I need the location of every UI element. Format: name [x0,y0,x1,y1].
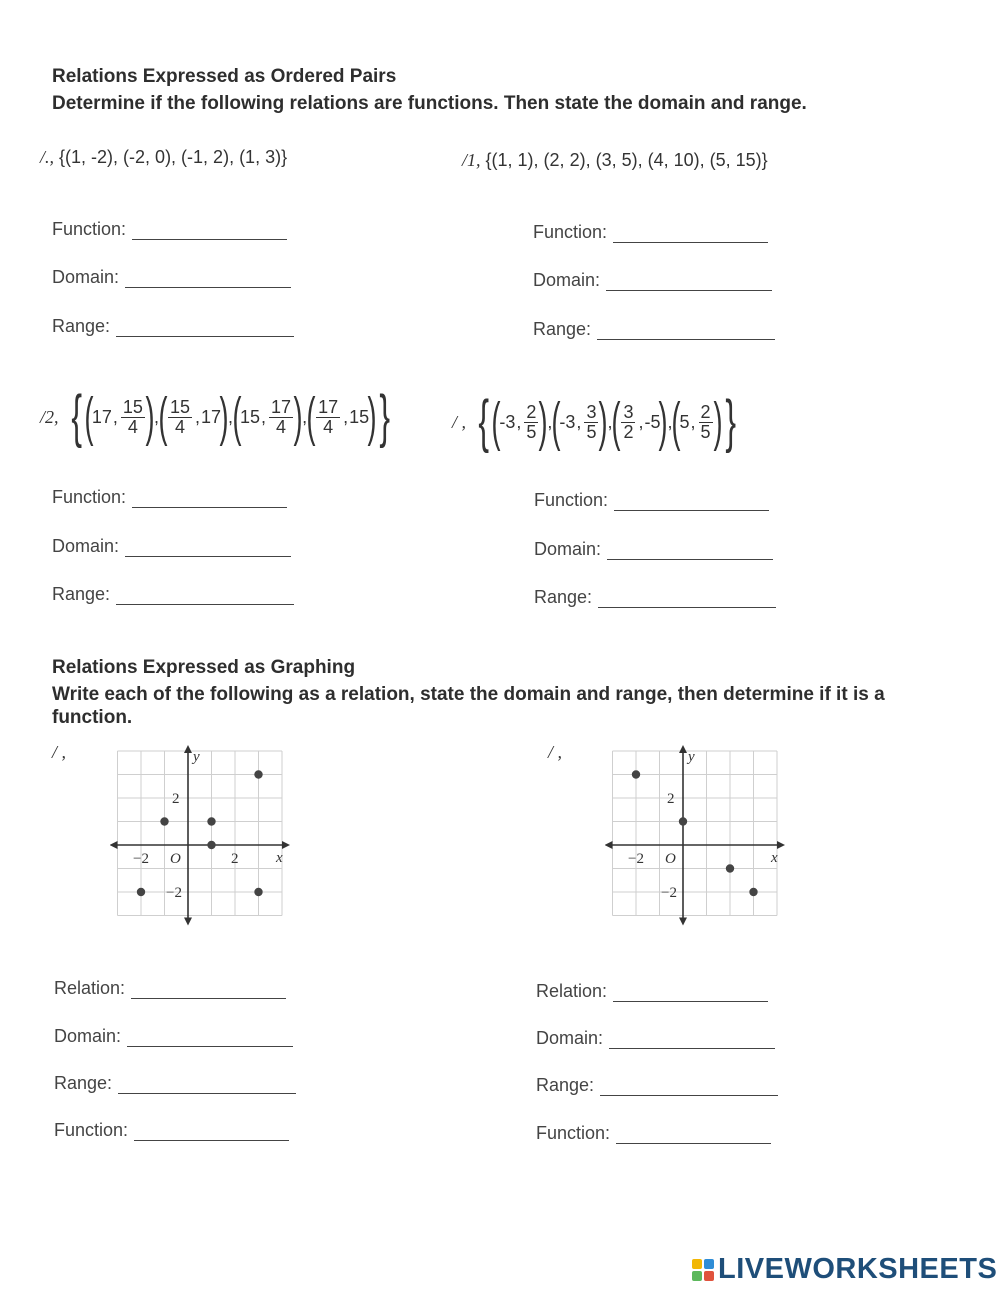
origin-label: O [170,851,181,867]
graph-2 [605,745,787,935]
y-arrow-down [679,918,687,926]
liveworksheets-logo [692,1253,997,1286]
range-field: Range: [52,584,294,605]
answer-blank[interactable] [125,271,291,288]
graph-labels [628,749,778,901]
answer-blank[interactable] [597,323,775,340]
data-point [160,817,168,825]
answer-blank[interactable] [132,223,287,240]
range-field: Range: [536,1075,778,1096]
fraction: $\frac{15}{4}$ [169,396,190,437]
fraction: $\frac{2}{5}$ [700,401,711,442]
function-field: Function: [533,222,768,243]
fraction: $\frac{15}{4}$ [122,396,143,437]
fraction: $\frac{3}{5}$ [586,401,597,442]
section2-title: Relations Expressed as Graphing [52,657,356,678]
domain-field: Domain: [54,1026,293,1047]
relation-set: {(1, -2), (-2, 0), (-1, 2), (1, 3)} [59,147,288,167]
answer-blank[interactable] [134,1124,289,1141]
problem-number: /2, [40,406,59,427]
logo-icon [692,1259,714,1281]
answer-blank[interactable] [616,1127,771,1144]
tick-label-y-neg2: −2 [661,885,677,901]
graph-1 [110,745,292,935]
problem-number: /1, [462,150,481,170]
answer-blank[interactable] [607,543,773,560]
fraction: $\frac{17}{4}$ [318,396,339,437]
function-field: Function: [534,490,769,511]
tick-label-x-neg2: −2 [133,851,149,867]
problem-6-number: / , [548,742,563,762]
section1-title: Relations Expressed as Ordered Pairs [52,66,397,87]
y-arrow-up [184,745,192,753]
graph-axes [605,745,785,926]
range-field: Range: [533,319,775,340]
problem-4: / , { ( -3 , $\frac{2}{5}$ ) , ( -3 , $\frac{3}{5}$ ) , ( $\frac{3}{2}$ , -5 ) , ( 5 , $\frac{2}{5}$ ) } [452,389,736,454]
relation-set: {(1, 1), (2, 2), (3, 5), (4, 10), (5, 15)} [485,150,768,170]
y-axis-label: y [688,749,695,765]
origin-label: O [665,851,676,867]
data-point [207,841,215,849]
domain-field: Domain: [536,1028,775,1049]
answer-blank[interactable] [598,591,776,608]
answer-blank[interactable] [116,320,294,337]
fraction: $\frac{17}{4}$ [271,396,292,437]
relation-field: Relation: [54,978,286,999]
range-field: Range: [54,1073,296,1094]
data-point [679,817,687,825]
answer-blank[interactable] [613,985,768,1002]
tick-label-y-2: 2 [172,791,180,807]
section2-instruction-cont: function. [52,707,133,728]
function-field: Function: [52,487,287,508]
section1-instruction: Determine if the following relations are functions. Then state the domain and range. [52,93,807,114]
function-field: Function: [52,219,287,240]
x-arrow-left [605,841,613,849]
answer-blank[interactable] [606,274,772,291]
answer-blank[interactable] [132,491,287,508]
range-field: Range: [52,316,294,337]
answer-blank[interactable] [116,588,294,605]
data-point [632,770,640,778]
data-point [726,864,734,872]
answer-blank[interactable] [613,226,768,243]
function-field: Function: [54,1120,289,1141]
answer-blank[interactable] [127,1030,293,1047]
answer-blank[interactable] [614,494,769,511]
tick-label-y-2: 2 [667,791,675,807]
data-point [749,888,757,896]
x-arrow-right [282,841,290,849]
function-field: Function: [536,1123,771,1144]
domain-field: Domain: [533,270,772,291]
problem-number: / , [452,411,467,432]
problem-3: /2, { ( 17 , $\frac{15}{4}$ ) , ( $\frac{15}{4}$ , 17 ) , ( 15 , $\frac{17}{4}$ ) , ( $\frac{17}{4}$ , 15 ) } [40,384,391,449]
fraction: $\frac{2}{5}$ [526,401,537,442]
range-field: Range: [534,587,776,608]
domain-field: Domain: [52,267,291,288]
y-arrow-up [679,745,687,753]
data-point [207,817,215,825]
answer-blank[interactable] [600,1079,778,1096]
y-axis-label: y [193,749,200,765]
x-arrow-left [110,841,118,849]
data-point [254,770,262,778]
answer-blank[interactable] [125,540,291,557]
x-axis-label: x [276,850,283,866]
problem-2 [462,150,768,171]
fraction: $\frac{3}{2}$ [623,401,634,442]
section2-instruction: Write each of the following as a relation, state the domain and range, then determine if it is a [52,684,885,705]
answer-blank[interactable] [609,1032,775,1049]
data-point [137,888,145,896]
y-arrow-down [184,918,192,926]
graph-points [137,770,263,896]
tick-label-y-neg2: −2 [166,885,182,901]
domain-field: Domain: [52,536,291,557]
answer-blank[interactable] [118,1077,296,1094]
relation-field: Relation: [536,981,768,1002]
graph-points [632,770,758,896]
tick-label-x-2: 2 [231,851,239,867]
brand-name: LIVEWORKSHEETS [718,1253,998,1285]
tick-label-x-neg2: −2 [628,851,644,867]
domain-field: Domain: [534,539,773,560]
graph-axes [110,745,290,926]
data-point [254,888,262,896]
answer-blank[interactable] [131,982,286,999]
x-axis-label: x [771,850,778,866]
problem-number: /., [40,147,55,167]
x-arrow-right [777,841,785,849]
problem-1 [40,147,287,168]
problem-5-number: / , [52,742,67,762]
